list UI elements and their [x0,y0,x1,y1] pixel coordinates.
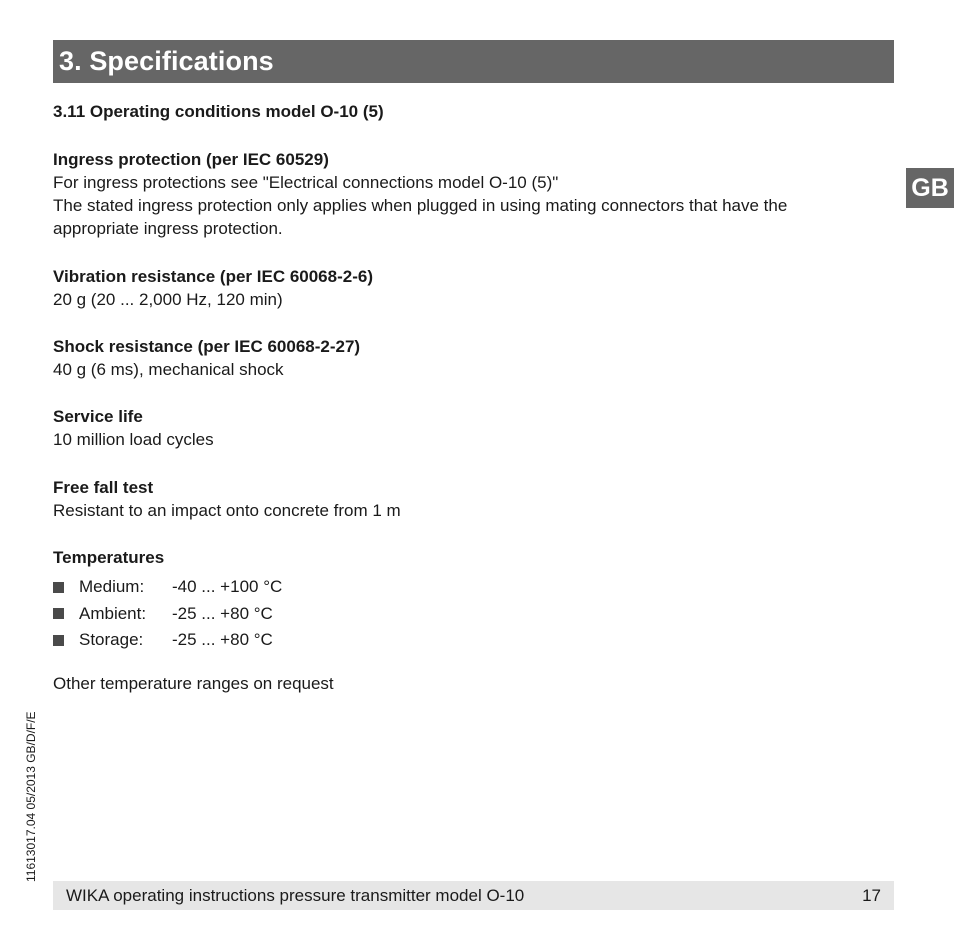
vibration-resistance-block [53,265,873,311]
square-bullet-icon [53,635,64,646]
temperatures-block [53,546,873,569]
free-fall-test-value: Resistant to an impact onto concrete from 1 m [53,501,401,520]
ingress-protection-line: The stated ingress protection only applies when plugged in using mating connectors that have the [53,196,788,215]
section-title: 3. Specifications [59,46,274,76]
service-life-heading: Service life [53,407,143,426]
square-bullet-icon [53,608,64,619]
free-fall-test-block [53,476,873,522]
shock-resistance-value: 40 g (6 ms), mechanical shock [53,360,284,379]
temperatures-list [53,574,282,654]
subsection-heading: 3.11 Operating conditions model O-10 (5) [53,102,384,121]
list-item [53,574,282,601]
ingress-protection-block [53,148,873,240]
temperatures-heading: Temperatures [53,548,165,567]
temperature-label: Medium: [79,577,145,597]
temperature-label: Ambient: [79,603,147,623]
square-bullet-icon [53,582,64,593]
footer-title: WIKA operating instructions pressure transmitter model O-10 [66,885,525,905]
temperature-value: -25 ... +80 °C [172,603,273,623]
language-tab-gb: GB [906,168,954,208]
temperature-label: Storage: [79,630,144,650]
ingress-protection-line: For ingress protections see "Electrical connections model O-10 (5)" [53,173,559,192]
document-reference: 11613017.04 05/2013 GB/D/F/E [24,711,38,882]
page-number: 17 [862,885,881,905]
list-item [53,627,282,654]
shock-resistance-block [53,335,873,381]
ingress-protection-heading: Ingress protection (per IEC 60529) [53,150,329,169]
free-fall-test-heading: Free fall test [53,478,154,497]
temperature-note: Other temperature ranges on request [53,674,334,693]
page-footer [53,881,894,910]
service-life-block [53,405,873,451]
list-item [53,601,282,628]
service-life-value: 10 million load cycles [53,430,214,449]
vibration-resistance-heading: Vibration resistance (per IEC 60068-2-6) [53,267,373,286]
ingress-protection-line: appropriate ingress protection. [53,219,283,238]
section-header-bar [53,40,894,83]
temperature-value: -40 ... +100 °C [172,577,283,597]
temperature-value: -25 ... +80 °C [172,630,273,650]
vibration-resistance-value: 20 g (20 ... 2,000 Hz, 120 min) [53,290,283,309]
shock-resistance-heading: Shock resistance (per IEC 60068-2-27) [53,337,361,356]
